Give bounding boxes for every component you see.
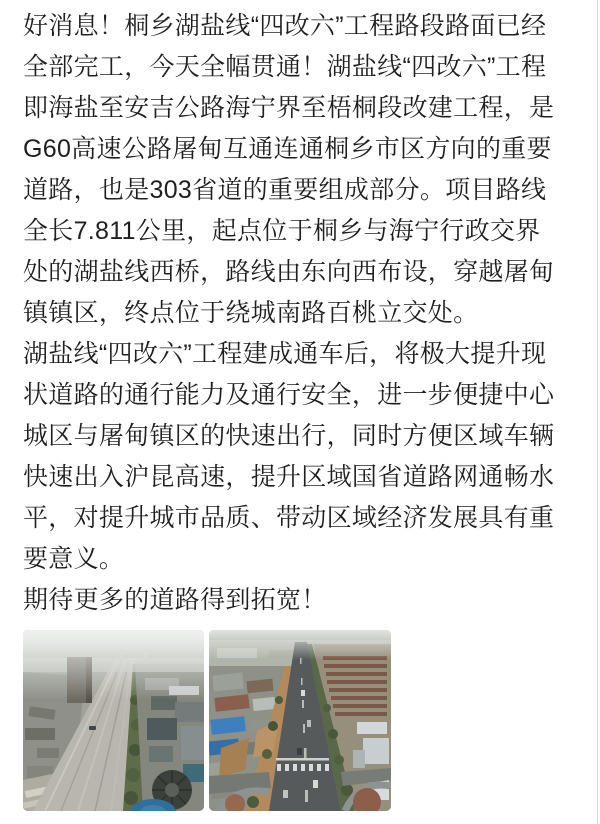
photo-row [23,630,582,811]
article-line: 全部完工，今天全幅贯通！湖盐线“四改六”工程 [23,53,547,81]
article-line: 湖盐线“四改六”工程建成通车后，将极大提升现 [23,340,547,368]
page-right-divider [597,0,598,824]
article-line: 期待更多的道路得到拓宽！ [23,586,327,614]
article-line: 全长7.811公里，起点位于桐乡与海宁行政交界 [23,217,541,245]
left-aerial-photo-illustration [23,630,204,811]
right-aerial-photo-illustration [209,630,391,811]
right-sky-haze [209,630,391,660]
article-line: 平，对提升城市品质、带动区域经济发展具有重 [23,504,555,532]
article-line: 状道路的通行能力及通行安全，进一步便捷中心 [23,381,555,409]
right-aerial-photo[interactable] [209,630,391,811]
left-sky [23,630,204,703]
article-line: 城区与屠甸镇区的快速出行，同时方便区域车辆 [23,422,555,450]
article-line: 快速出入沪昆高速，提升区域国省道路网通畅水 [23,463,555,491]
article-line: 好消息！桐乡湖盐线“四改六”工程路段路面已经 [23,12,547,40]
article-line: 处的湖盐线西桥，路线由东向西布设，穿越屠甸 [23,258,555,286]
article-line: 镇镇区，终点位于绕城南路百桃立交处。 [23,299,479,327]
article-line: 即海盐至安吉公路海宁界至梧桐段改建工程，是 [23,94,555,122]
article-line: 道路，也是303省道的重要组成部分。项目路线 [23,176,547,204]
left-aerial-photo[interactable] [23,630,204,811]
article-line: G60高速公路屠甸互通连通桐乡市区方向的重要 [23,135,552,163]
article-line: 要意义。 [23,545,125,573]
